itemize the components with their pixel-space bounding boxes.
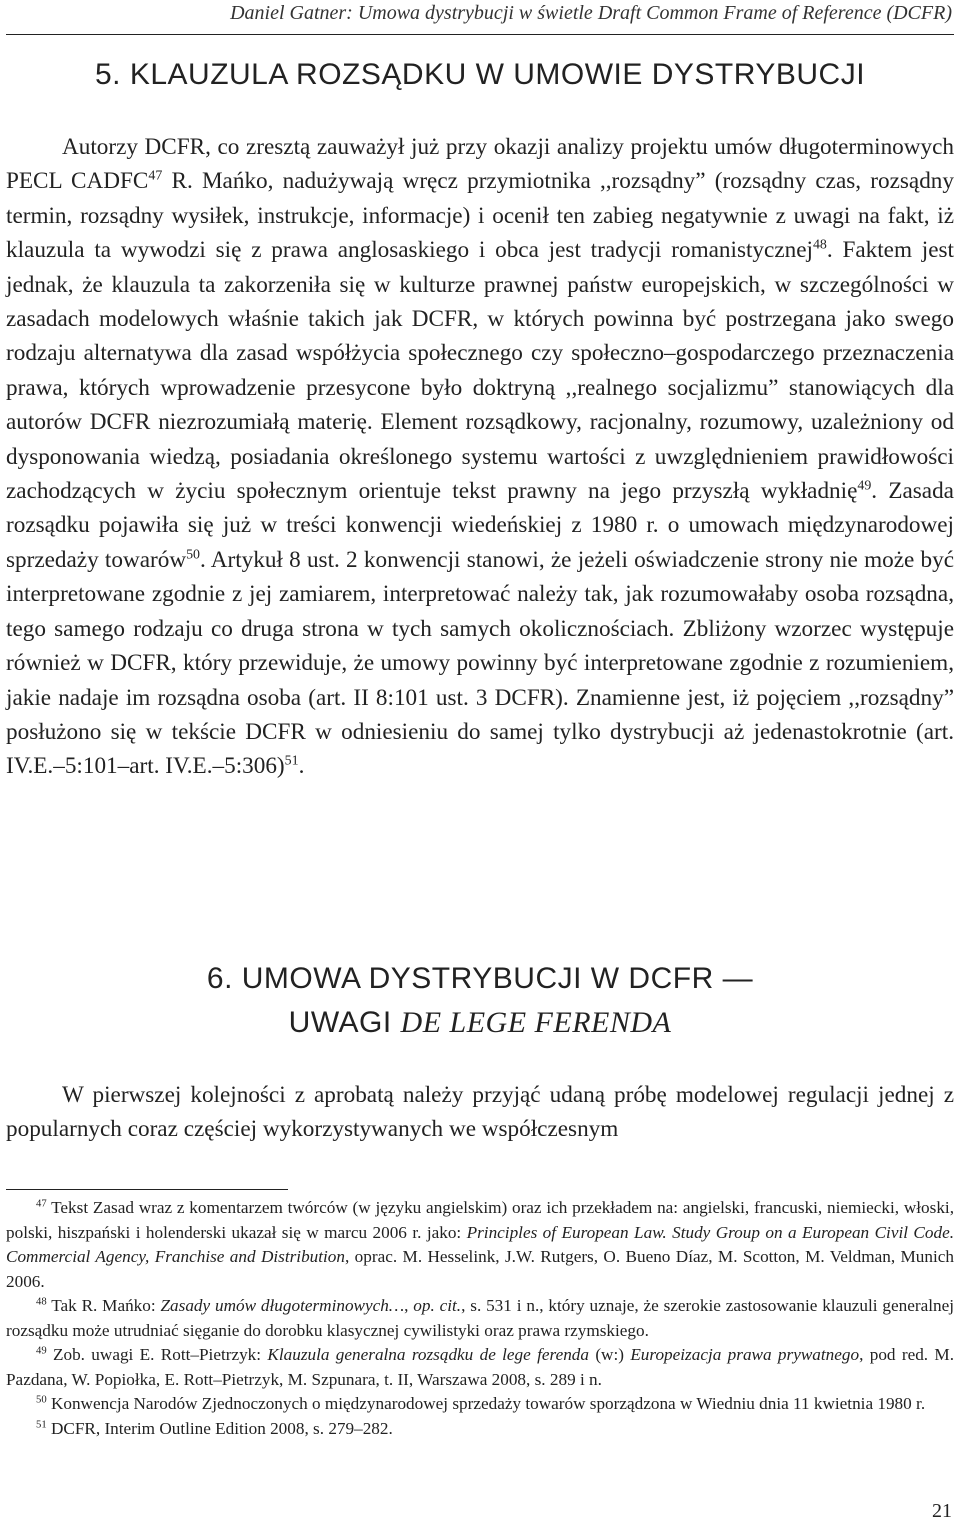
footnote-text: , [404,1296,414,1315]
section-6-heading-line-2 [0,1006,960,1040]
p1-text-1: Autorzy DCFR, co zresztą zauważył już przy okazji analizy projektu umów długoterminowych PECL CADFC [6,134,954,195]
footnote-text: Tak R. Mańko: [46,1296,161,1315]
p1-text-4: . Zasada rozsądku pojawiła się już w treści konwencji wiedeńskiej z 1980 r. o umowach międzynarodowej sprzedaży towarów [6,478,954,573]
p1-text-6: . [298,753,305,780]
header-rule [6,34,954,35]
footnotes [6,1196,954,1441]
p2-text: W pierwszej kolejności z aprobatą należy przyjąć udaną próbę modelowej regulacji jednej z popularnych coraz częściej wykorzystywanych we współczesnym [6,1082,954,1143]
p1-text-5: . Artykuł 8 ust. 2 konwencji stanowi, że jeżeli oświadczenie strony nie może być interpretowane zgodnie z jej zamiarem, interpretować należy tak, jak rozumowałaby osoba rozsądna, tego samego rodzaju co druga strona w tych samych okolicznościach. Zbliżony wzorzec występuje również w DCFR, który przewiduje, że umowy powinny być interpretowane zgodnie z rozumieniem, jakie nadaje im rozsądna osoba (art. II 8:101 ust. 3 DCFR). Znamienne jest, iż pojęciem ,,rozsądny” posłużono się w tekście DCFR w odniesieniu do samej tylko dystrybucji aż jedenastokrotnie (art. IV.E.–5:101–art. IV.E.–5:306) [6,546,954,780]
footnote-number: 50 [36,1394,47,1406]
footnote-ref-51[interactable]: 51 [284,753,299,769]
footnote-text: , s. 531 i n., który uznaje, że szerokie zastosowanie klauzuli generalnej rozsądku może utrudniać sięganie do dorobku klasycznej cywilistyki oraz prawa rzymskiego. [6,1296,954,1340]
body-paragraph-1 [6,130,954,784]
footnote-number: 51 [36,1418,47,1430]
footnote-number: 49 [36,1345,47,1357]
footnote-ref-48[interactable]: 48 [812,237,827,253]
footnote-ref-49[interactable]: 49 [857,478,872,494]
section-5-heading: 5. KLAUZULA ROZSĄDKU W UMOWIE DYSTRYBUCJI [94,58,866,91]
footnote-47 [6,1196,954,1294]
footnote-ref-50[interactable]: 50 [186,547,200,563]
footnote-number: 47 [36,1198,47,1210]
footnote-49 [6,1343,954,1392]
section-6-heading-prefix: UWAGI [288,1006,401,1039]
p1-text-2: R. Mańko, nadużywają wręcz przymiotnika ,,rozsądny” (rozsądny czas, rozsądny termin, rozsądny wysiłek, instrukcje, informacje) i ocenił ten zabieg negatywnie z uwagi na fakt, iż klauzula ta wywodzi się z prawa anglosaskiego i obca jest tradycji romanistycznej [6,168,954,264]
footnote-text: Konwencja Narodów Zjednoczonych o międzynarodowej sprzedaży towarów sporządzona w Wiedniu dnia 11 kwietnia 1980 r. [46,1394,926,1413]
footnote-text: Zob. uwagi E. Rott–Pietrzyk: [46,1345,268,1364]
footnote-text: (w:) [589,1345,631,1364]
section-6-heading-line-1: 6. UMOWA DYSTRYBUCJI W DCFR — [206,962,754,995]
page-number: 21 [932,1500,952,1522]
running-header: Daniel Gatner: Umowa dystrybucji w świetle Draft Common Frame of Reference (DCFR) [230,2,952,24]
footnote-ref-47[interactable]: 47 [148,168,163,184]
footnote-text: , oprac. M. Hesselink, J.W. Rutgers, O. Bueno Díaz, M. Scotton, M. Veldman, Munich 2006. [6,1247,954,1291]
footnote-number: 48 [36,1296,47,1308]
footnote-title-italic: Klauzula generalna rozsądku de lege ferenda [267,1345,589,1364]
footnote-text: Tekst Zasad wraz z komentarzem twórców (w języku angielskim) oraz ich przekładem na: angielski, francuski, niemiecki, włoski, polski, hiszpański i holenderski ukazał się w marcu 2006 r. jako: [6,1198,954,1242]
footnote-separator [6,1189,288,1190]
body-paragraph-2 [6,1078,954,1147]
footnote-title-italic: Europeizacja prawa prywatnego [630,1345,860,1364]
footnote-51 [6,1417,954,1442]
footnote-title-italic: Zasady umów długoterminowych… [160,1296,405,1315]
footnote-48 [6,1294,954,1343]
p1-text-3: . Faktem jest jednak, że klauzula ta zakorzeniła się w kulturze prawnej państw europejskich, w szczególności w zasadach modelowych właśnie takich jak DCFR, w których powinna być postrzegana jako swego rodzaju alternatywa dla zasad współżycia społecznego czy społeczno–gospodarczego przeznaczenia prawa, których wprowadzenie przesycone było doktryną ,,realnego socjalizmu” stanowiących dla autorów DCFR niezrozumiałą materię. Element rozsądkowy, racjonalny, rozumowy, uzależniony od dysponowania wiedzą, posiadania określonego systemu wartości z uwzględnieniem prawidłowości zachodzących w życiu społecznym orientuje tekst prawny na jego przyszłą wykładnię [6,237,954,505]
footnote-text: DCFR, Interim Outline Edition 2008, s. 279–282. [46,1418,393,1438]
footnote-text: , pod red. M. Pazdana, W. Popiołka, E. Rott–Pietrzyk, M. Szpunara, t. II, Warszawa 2008, s. 289 i n. [6,1345,955,1389]
footnote-title-italic: op. cit. [413,1296,462,1315]
footnote-title-italic: Principles of European Law. Study Group on a European Civil Code. Commercial Agency, Franchise and Distribution [6,1222,954,1266]
footnote-50 [6,1392,954,1417]
section-6-heading-italic: DE LEGE FERENDA [400,1006,672,1039]
